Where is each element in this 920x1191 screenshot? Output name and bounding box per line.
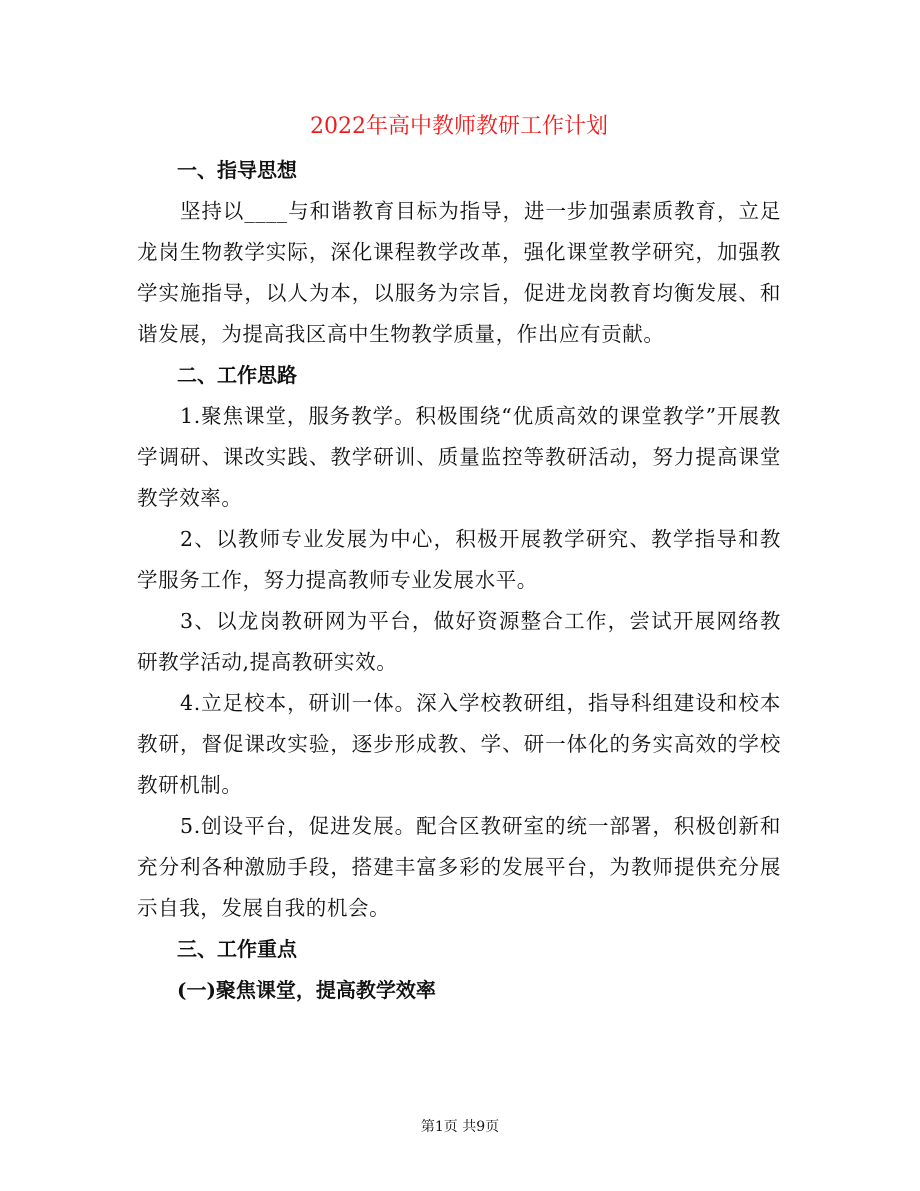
document-page <box>137 106 781 1011</box>
paragraph-approach-3: 3、以龙岗教研网为平台，做好资源整合工作，尝试开展网络教研教学活动,提高教研实效。 <box>137 609 781 674</box>
paragraph-approach-2: 2、以教师专业发展为中心，积极开展教学研究、教学指导和教学服务工作，努力提高教师专业发展水平。 <box>137 527 781 592</box>
section-heading-guiding-ideology: 一、指导思想 <box>177 158 297 182</box>
document-title: 2022年高中教师教研工作计划 <box>310 114 608 139</box>
paragraph-approach-4: 4.立足校本，研训一体。深入学校教研组，指导科组建设和校本教研，督促课改实验，逐步形成教、学、研一体化的务实高效的学校教研机制。 <box>137 691 781 797</box>
paragraph-guiding-ideology: 坚持以____与和谐教育目标为指导，进一步加强素质教育，立足龙岗生物教学实际，深化课程教学改革，强化课堂教学研究，加强教学实施指导，以人为本，以服务为宗旨，促进龙岗教育均衡发展、和谐发展，为提高我区高中生物教学质量，作出应有贡献。 <box>137 199 781 346</box>
page-number-footer: 第1页 共9页 <box>420 1119 500 1135</box>
paragraph-approach-5: 5.创设平台，促进发展。配合区教研室的统一部署，积极创新和充分利各种激励手段，搭建丰富多彩的发展平台，为教师提供充分展示自我，发展自我的机会。 <box>137 814 781 920</box>
paragraph-approach-1: 1.聚焦课堂，服务教学。积极围绕“优质高效的课堂教学”开展教学调研、课改实践、教学研训、质量监控等教研活动，努力提高课堂教学效率。 <box>137 404 781 510</box>
subsection-heading-classroom-focus: (一)聚焦课堂，提高教学效率 <box>177 978 436 1002</box>
section-heading-work-approach: 二、工作思路 <box>177 363 297 387</box>
section-heading-work-focus: 三、工作重点 <box>177 937 297 961</box>
